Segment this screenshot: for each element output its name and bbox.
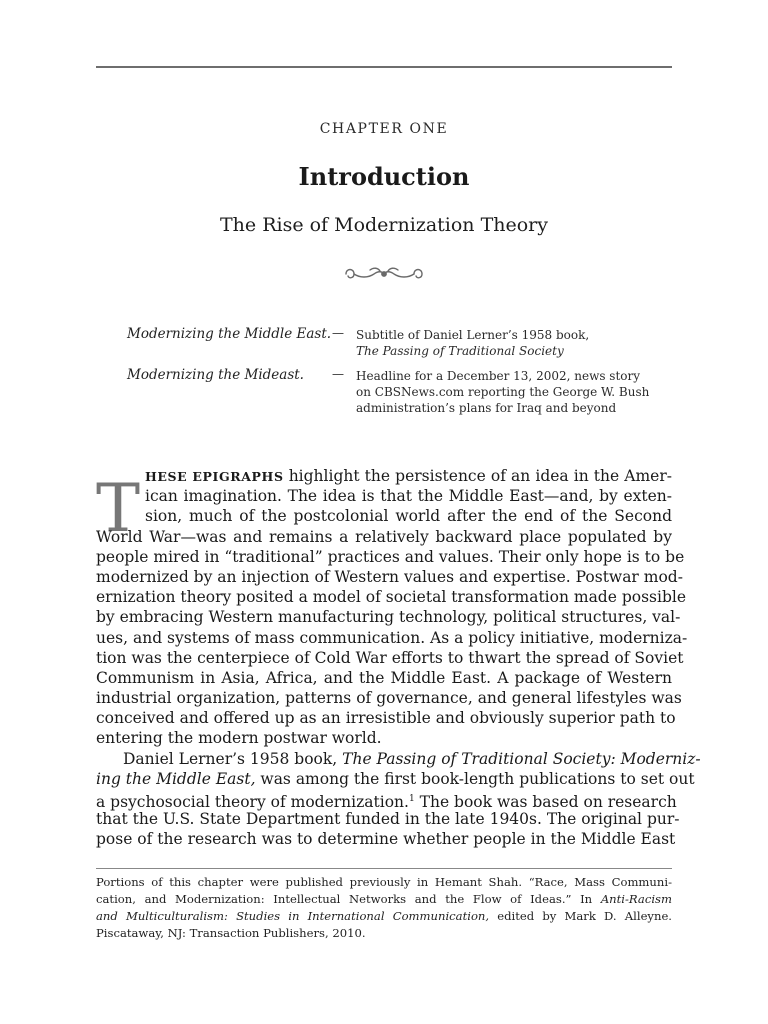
epigraph-quote: Modernizing the Mideast. bbox=[127, 367, 304, 383]
footnote bbox=[96, 874, 672, 942]
body-line-text: highlight the persistence of an idea in the Amer- bbox=[283, 467, 672, 485]
footnote-text: edited by Mark D. Alleyne. bbox=[489, 909, 672, 923]
epigraph-quote: Modernizing the Middle East. bbox=[127, 326, 332, 342]
body-line: Communism in Asia, Africa, and the Middle East. A package of Western bbox=[96, 668, 672, 687]
body-line: that the U.S. State Department funded in the late 1940s. The original pur- bbox=[96, 810, 680, 829]
epigraph-source-line: Subtitle of Daniel Lerner’s 1958 book, bbox=[356, 328, 590, 342]
body-line-text: a psychosocial theory of modernization. bbox=[96, 793, 409, 812]
body-line: sion, much of the postcolonial world after the end of the Second bbox=[145, 507, 672, 526]
footnote-line bbox=[96, 908, 672, 925]
body-line bbox=[96, 466, 672, 486]
body-line: industrial organization, patterns of governance, and general lifestyles was bbox=[96, 689, 682, 708]
epigraph-source-line: administration’s plans for Iraq and beyond bbox=[356, 401, 617, 415]
small-caps-lead: HESE EPIGRAPHS bbox=[145, 469, 284, 484]
body-line-text: The book was based on research bbox=[414, 793, 677, 812]
epigraph-source-line: The Passing of Traditional Society bbox=[356, 344, 564, 358]
chapter-subtitle: The Rise of Modernization Theory bbox=[220, 214, 548, 236]
body-line-text: was among the first book-length publications to set out bbox=[255, 769, 695, 788]
book-title: ing the Middle East, bbox=[96, 769, 256, 788]
body-line: by embracing Western manufacturing technology, political structures, val- bbox=[96, 608, 681, 627]
body-line bbox=[96, 749, 701, 769]
fleuron-ornament-icon bbox=[340, 264, 428, 284]
epigraph-source bbox=[356, 327, 676, 359]
epigraph-dash: — bbox=[332, 367, 344, 381]
footnote-text: cation, and Modernization: Intellectual Networks and the Flow of Ideas.” In bbox=[96, 892, 601, 906]
body-line bbox=[96, 769, 695, 789]
epigraph-source bbox=[356, 368, 676, 416]
body-line: entering the modern postwar world. bbox=[96, 729, 382, 748]
footnote-rule bbox=[96, 868, 672, 869]
chapter-label: CHAPTER ONE bbox=[319, 121, 449, 137]
body-line: World War—was and remains a relatively backward place populated by bbox=[96, 527, 672, 546]
body-line: tion was the centerpiece of Cold War efforts to thwart the spread of Soviet bbox=[96, 648, 684, 667]
body-line: modernized by an injection of Western values and expertise. Postwar mod- bbox=[96, 567, 683, 586]
footnote-book-title: Anti-Racism bbox=[600, 892, 672, 906]
chapter-title: Introduction bbox=[298, 162, 470, 191]
footnote-line bbox=[96, 891, 672, 908]
footnote-line: Piscataway, NJ: Transaction Publishers, 2010. bbox=[96, 926, 366, 940]
body-text bbox=[96, 466, 701, 850]
header-rule bbox=[96, 66, 672, 68]
body-line: ican imagination. The idea is that the Middle East—and, by exten- bbox=[145, 487, 672, 506]
body-line-text: Daniel Lerner’s 1958 book, bbox=[123, 749, 343, 768]
epigraph-source-line: Headline for a December 13, 2002, news story bbox=[356, 369, 641, 383]
footnote-book-title: and Multiculturalism: Studies in International Communication, bbox=[96, 909, 490, 923]
body-line: ues, and systems of mass communication. As a policy initiative, moderniza- bbox=[96, 628, 688, 647]
footnote-line: Portions of this chapter were published previously in Hemant Shah. “Race, Mass Communi- bbox=[96, 875, 672, 889]
body-line: people mired in “traditional” practices and values. Their only hope is to be bbox=[96, 547, 685, 566]
drop-cap: T bbox=[96, 470, 141, 547]
book-title: The Passing of Traditional Society: Moderniz- bbox=[342, 749, 701, 768]
body-line bbox=[96, 789, 677, 812]
body-line: ernization theory posited a model of societal transformation made possible bbox=[96, 588, 686, 607]
epigraph-source-line: on CBSNews.com reporting the George W. Bush bbox=[356, 385, 650, 399]
epigraph-dash: — bbox=[332, 326, 344, 340]
body-line: conceived and offered up as an irresistible and obviously superior path to bbox=[96, 709, 676, 728]
body-line: pose of the research was to determine whether people in the Middle East bbox=[96, 830, 676, 849]
footnote-marker: 1 bbox=[408, 794, 415, 804]
